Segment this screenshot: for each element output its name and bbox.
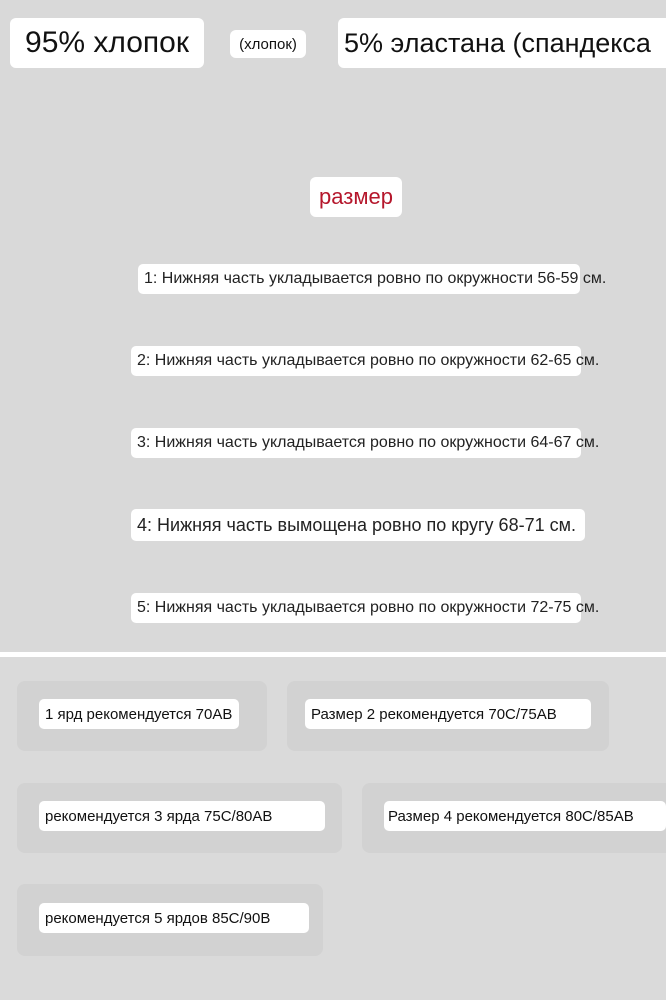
- recommendation-3: рекомендуется 3 ярда 75C/80AB: [39, 801, 325, 831]
- material-cotton-note: (хлопок): [230, 30, 306, 58]
- recommendation-card-5: [17, 884, 323, 956]
- recommendation-2: Размер 2 рекомендуется 70C/75AB: [305, 699, 591, 729]
- recommendation-card-2: [287, 681, 609, 751]
- recommendation-5: рекомендуется 5 ярдов 85C/90B: [39, 903, 309, 933]
- recommendation-4: Размер 4 рекомендуется 80C/85AB: [384, 801, 666, 831]
- material-cotton: 95% хлопок: [10, 18, 204, 68]
- recommendation-card-3: [17, 783, 342, 853]
- recommendation-panel: [0, 657, 666, 1000]
- recommendation-card-1: [17, 681, 267, 751]
- size-line-4: 4: Нижняя часть вымощена ровно по кругу 68-71 см.: [131, 509, 585, 541]
- recommendation-1: 1 ярд рекомендуется 70AB: [39, 699, 239, 729]
- size-line-1: 1: Нижняя часть укладывается ровно по окружности 56-59 см.: [138, 264, 580, 294]
- size-title: размер: [310, 177, 402, 217]
- size-line-2: 2: Нижняя часть укладывается ровно по окружности 62-65 см.: [131, 346, 581, 376]
- size-line-5: 5: Нижняя часть укладывается ровно по окружности 72-75 см.: [131, 593, 581, 623]
- recommendation-card-4: [362, 783, 666, 853]
- size-line-3: 3: Нижняя часть укладывается ровно по окружности 64-67 см.: [131, 428, 581, 458]
- material-elastane: 5% эластана (спандекса: [338, 18, 666, 68]
